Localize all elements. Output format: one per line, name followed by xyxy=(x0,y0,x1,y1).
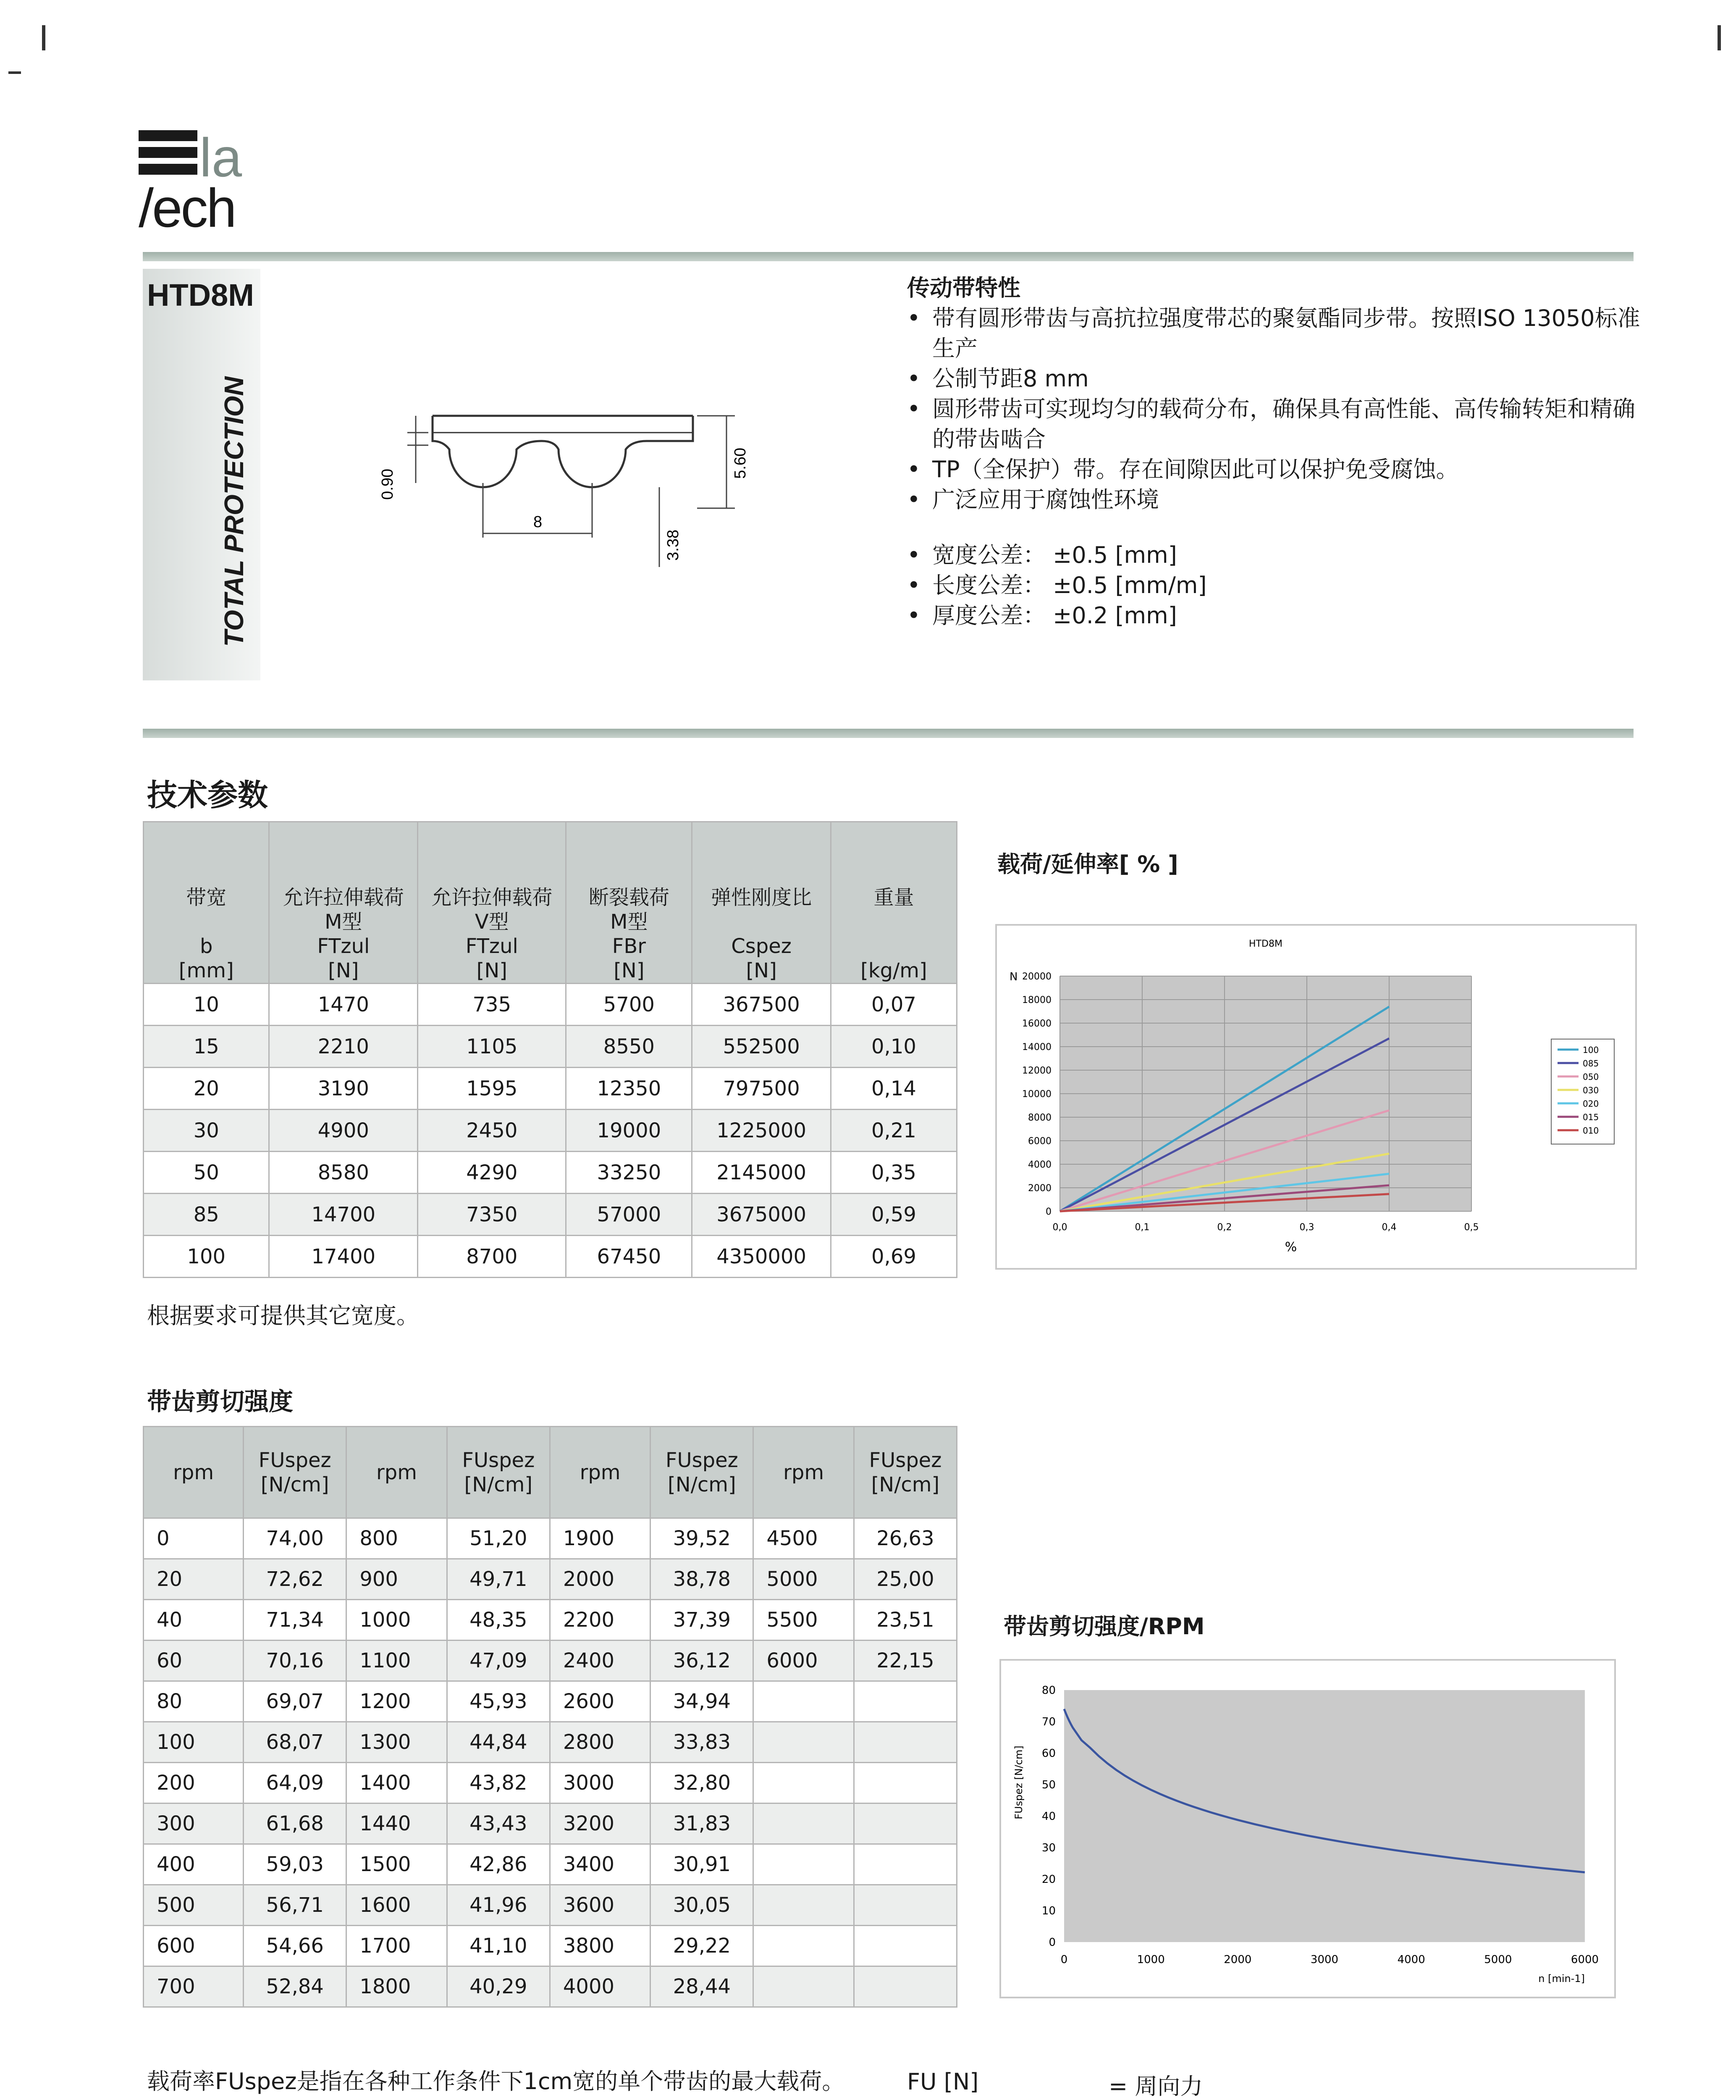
shear-cell: 1100 xyxy=(346,1641,447,1681)
shear-cell: 400 xyxy=(144,1844,244,1885)
tech-cell: 0,07 xyxy=(831,984,957,1026)
x-tick-label: 1000 xyxy=(1137,1953,1165,1966)
shear-cell: 56,71 xyxy=(244,1885,346,1926)
shear-rpm-header: rpm xyxy=(550,1427,650,1518)
x-tick-label: 0 xyxy=(1060,1953,1068,1966)
y-tick-label: 50 xyxy=(1041,1779,1056,1791)
tech-cell: 0,59 xyxy=(831,1194,957,1236)
tech-cell: 4900 xyxy=(269,1110,418,1152)
shear-cell: 74,00 xyxy=(244,1518,346,1559)
tech-row xyxy=(144,1110,957,1152)
tech-cell: 2450 xyxy=(418,1110,566,1152)
tech-cell: 12350 xyxy=(566,1068,692,1110)
shear-cell: 36,12 xyxy=(650,1641,753,1681)
tech-col-header: 断裂载荷 M型 FBr [N] xyxy=(566,822,692,984)
elongation-chart xyxy=(997,926,1635,1268)
legend-entry: 015 xyxy=(1583,1112,1599,1122)
shear-row xyxy=(144,1803,957,1844)
shear-force-header: FUspez [N/cm] xyxy=(447,1427,550,1518)
shear-cell xyxy=(753,1763,854,1803)
tech-cell: 7350 xyxy=(418,1194,566,1236)
tech-cell: 8700 xyxy=(418,1236,566,1278)
tech-cell: 367500 xyxy=(692,984,831,1026)
x-tick-label: 0,0 xyxy=(1052,1222,1067,1233)
shear-cell: 3400 xyxy=(550,1844,650,1885)
tolerance-item: • 厚度公差： ±0.2 [mm] xyxy=(907,601,1646,631)
tech-cell: 100 xyxy=(144,1236,269,1278)
def-key: FU [N] xyxy=(907,2068,979,2095)
dim-pitch: 8 xyxy=(533,513,543,531)
tech-cell: 8580 xyxy=(269,1152,418,1194)
y-tick-label: 18000 xyxy=(1022,995,1052,1005)
tech-col-header: 允许拉伸载荷 M型 FTzul [N] xyxy=(269,822,418,984)
tech-row xyxy=(144,1152,957,1194)
explain-p1: 载荷率FUspez是指在各种工作条件下1cm宽的单个带齿的最大载荷。 xyxy=(147,2068,845,2095)
shear-cell: 43,43 xyxy=(447,1803,550,1844)
shear-cell: 45,93 xyxy=(447,1681,550,1722)
y-tick-label: 60 xyxy=(1041,1747,1056,1760)
tolerance-item: • 长度公差： ±0.5 [mm/m] xyxy=(907,570,1646,601)
legend xyxy=(1551,1039,1614,1144)
shear-cell: 29,22 xyxy=(650,1926,753,1966)
y-tick-label: 0 xyxy=(1049,1936,1056,1949)
y-tick-label: 20000 xyxy=(1022,971,1052,982)
shear-cell: 2200 xyxy=(550,1600,650,1641)
chart1-caption: 载荷/延伸率[ % ] xyxy=(997,851,1178,877)
logo xyxy=(139,127,248,239)
tech-cell: 3190 xyxy=(269,1068,418,1110)
tech-col-header: 允许拉伸载荷 V型 FTzul [N] xyxy=(418,822,566,984)
shear-cell: 4500 xyxy=(753,1518,854,1559)
dim-total: 5.60 xyxy=(732,448,749,479)
tech-title: 技术参数 xyxy=(147,777,268,813)
shear-cell: 3200 xyxy=(550,1803,650,1844)
shear-cell xyxy=(854,1844,957,1885)
chart1-frame xyxy=(995,924,1637,1270)
shear-cell: 80 xyxy=(144,1681,244,1722)
tech-cell: 1105 xyxy=(418,1026,566,1068)
shear-cell xyxy=(753,1844,854,1885)
feature-item: • 广泛应用于腐蚀性环境 xyxy=(907,485,1646,515)
shear-row xyxy=(144,1763,957,1803)
shear-cell: 51,20 xyxy=(447,1518,550,1559)
feature-item: • 公制节距8 mm xyxy=(907,364,1646,394)
shear-cell: 1600 xyxy=(346,1885,447,1926)
tech-row xyxy=(144,984,957,1026)
shear-cell: 1800 xyxy=(346,1966,447,2007)
shear-row xyxy=(144,1722,957,1763)
tech-cell: 15 xyxy=(144,1026,269,1068)
feature-heading: 传动带特性 xyxy=(907,275,1020,301)
shear-cell xyxy=(854,1763,957,1803)
y-tick-label: 0 xyxy=(1046,1207,1052,1217)
x-axis-label: % xyxy=(1285,1240,1297,1255)
shear-cell: 1000 xyxy=(346,1600,447,1641)
header-rule xyxy=(143,252,1634,261)
plot-area xyxy=(1064,1690,1585,1942)
shear-cell: 70,16 xyxy=(244,1641,346,1681)
x-tick-label: 3000 xyxy=(1310,1953,1339,1966)
chart2-caption: 带齿剪切强度/RPM xyxy=(1004,1613,1205,1640)
tech-cell: 30 xyxy=(144,1110,269,1152)
dim-height: 0.90 xyxy=(379,469,396,500)
shear-cell: 1400 xyxy=(346,1763,447,1803)
y-tick-label: 40 xyxy=(1041,1810,1056,1823)
y-tick-label: 20 xyxy=(1041,1873,1056,1886)
shear-cell xyxy=(753,1885,854,1926)
shear-row xyxy=(144,1559,957,1600)
shear-row xyxy=(144,1681,957,1722)
shear-row xyxy=(144,1926,957,1966)
shear-cell: 31,83 xyxy=(650,1803,753,1844)
shear-cell: 5500 xyxy=(753,1600,854,1641)
shear-force-header: FUspez [N/cm] xyxy=(244,1427,346,1518)
shear-row xyxy=(144,1844,957,1885)
tech-note: 根据要求可提供其它宽度。 xyxy=(147,1302,419,1329)
shear-cell: 5000 xyxy=(753,1559,854,1600)
tech-cell: 2210 xyxy=(269,1026,418,1068)
shear-force-header: FUspez [N/cm] xyxy=(854,1427,957,1518)
shear-rpm-header: rpm xyxy=(753,1427,854,1518)
shear-cell: 4000 xyxy=(550,1966,650,2007)
shear-cell: 47,09 xyxy=(447,1641,550,1681)
y-tick-label: 16000 xyxy=(1022,1018,1052,1029)
shear-cell: 2600 xyxy=(550,1681,650,1722)
shear-row xyxy=(144,1600,957,1641)
shear-cell: 1300 xyxy=(346,1722,447,1763)
tech-cell: 2145000 xyxy=(692,1152,831,1194)
shear-cell: 600 xyxy=(144,1926,244,1966)
y-tick-label: 6000 xyxy=(1028,1136,1052,1147)
x-tick-label: 4000 xyxy=(1397,1953,1425,1966)
shear-cell: 2000 xyxy=(550,1559,650,1600)
shear-cell xyxy=(753,1681,854,1722)
shear-cell: 6000 xyxy=(753,1641,854,1681)
shear-table xyxy=(143,1426,957,2008)
tech-cell: 50 xyxy=(144,1152,269,1194)
x-tick-label: 0,2 xyxy=(1217,1222,1232,1233)
shear-title: 带齿剪切强度 xyxy=(147,1387,294,1416)
x-tick-label: 0,3 xyxy=(1299,1222,1314,1233)
y-tick-label: 2000 xyxy=(1028,1183,1052,1194)
y-tick-label: 12000 xyxy=(1022,1066,1052,1076)
shear-cell xyxy=(854,1885,957,1926)
shear-cell: 25,00 xyxy=(854,1559,957,1600)
shear-cell: 64,09 xyxy=(244,1763,346,1803)
tech-row xyxy=(144,1194,957,1236)
shear-rpm-chart xyxy=(1001,1661,1614,1997)
shear-cell: 39,52 xyxy=(650,1518,753,1559)
shear-cell: 800 xyxy=(346,1518,447,1559)
shear-cell: 2400 xyxy=(550,1641,650,1681)
legend-entry: 010 xyxy=(1583,1126,1599,1136)
chart-title: HTD8M xyxy=(1249,939,1282,949)
shear-cell: 23,51 xyxy=(854,1600,957,1641)
y-axis-label: FUspez [N/cm] xyxy=(1013,1746,1025,1819)
tech-cell: 1470 xyxy=(269,984,418,1026)
shear-cell: 28,44 xyxy=(650,1966,753,2007)
model-title: HTD8M xyxy=(147,278,254,312)
y-tick-label: 14000 xyxy=(1022,1042,1052,1053)
shear-cell: 32,80 xyxy=(650,1763,753,1803)
x-tick-label: 2000 xyxy=(1224,1953,1252,1966)
x-tick-label: 0,4 xyxy=(1382,1222,1397,1233)
shear-cell: 49,71 xyxy=(447,1559,550,1600)
shear-force-header: FUspez [N/cm] xyxy=(650,1427,753,1518)
tech-cell: 3675000 xyxy=(692,1194,831,1236)
shear-cell: 1500 xyxy=(346,1844,447,1885)
tech-cell: 10 xyxy=(144,984,269,1026)
shear-cell xyxy=(854,1803,957,1844)
crop-mark xyxy=(8,71,21,74)
y-tick-label: 70 xyxy=(1041,1716,1056,1728)
tech-cell: 57000 xyxy=(566,1194,692,1236)
shear-cell: 3000 xyxy=(550,1763,650,1803)
tech-row xyxy=(144,1026,957,1068)
tech-cell: 20 xyxy=(144,1068,269,1110)
shear-row xyxy=(144,1518,957,1559)
tech-cell: 0,10 xyxy=(831,1026,957,1068)
y-tick-label: 10000 xyxy=(1022,1089,1052,1100)
tech-col-header: 重量 [kg/m] xyxy=(831,822,957,984)
shear-cell xyxy=(753,1926,854,1966)
shear-cell: 59,03 xyxy=(244,1844,346,1885)
tech-cell: 0,35 xyxy=(831,1152,957,1194)
shear-cell: 200 xyxy=(144,1763,244,1803)
shear-rpm-header: rpm xyxy=(346,1427,447,1518)
tech-cell: 4290 xyxy=(418,1152,566,1194)
tech-cell: 0,69 xyxy=(831,1236,957,1278)
shear-cell: 1700 xyxy=(346,1926,447,1966)
dim-tooth: 3.38 xyxy=(664,530,682,561)
shear-cell: 34,94 xyxy=(650,1681,753,1722)
crop-mark xyxy=(1718,25,1721,50)
shear-cell: 20 xyxy=(144,1559,244,1600)
shear-cell xyxy=(854,1926,957,1966)
shear-cell: 1440 xyxy=(346,1803,447,1844)
tech-table xyxy=(143,821,957,1278)
shear-cell: 30,05 xyxy=(650,1885,753,1926)
tech-cell: 1595 xyxy=(418,1068,566,1110)
shear-cell: 3600 xyxy=(550,1885,650,1926)
shear-cell: 500 xyxy=(144,1885,244,1926)
tech-row xyxy=(144,1236,957,1278)
shear-cell: 68,07 xyxy=(244,1722,346,1763)
x-tick-label: 0,5 xyxy=(1464,1222,1479,1233)
shear-cell: 40,29 xyxy=(447,1966,550,2007)
shear-row xyxy=(144,1885,957,1926)
shear-cell: 100 xyxy=(144,1722,244,1763)
shear-cell: 41,96 xyxy=(447,1885,550,1926)
legend-entry: 050 xyxy=(1583,1072,1599,1082)
tech-col-header: 带宽 b [mm] xyxy=(144,822,269,984)
tech-cell: 5700 xyxy=(566,984,692,1026)
tech-cell: 552500 xyxy=(692,1026,831,1068)
y-tick-label: 10 xyxy=(1041,1905,1056,1917)
feature-item: • TP（全保护）带。存在间隙因此可以保护免受腐蚀。 xyxy=(907,454,1646,485)
shear-cell: 30,91 xyxy=(650,1844,753,1885)
feature-item: • 圆形带齿可实现均匀的载荷分布，确保具有高性能、高传输转矩和精确的带齿啮合 xyxy=(907,394,1646,454)
shear-cell: 42,86 xyxy=(447,1844,550,1885)
belt-profile-drawing xyxy=(370,399,781,575)
tech-cell: 735 xyxy=(418,984,566,1026)
shear-cell xyxy=(753,1966,854,2007)
crop-mark xyxy=(42,25,45,50)
legend-entry: 030 xyxy=(1583,1085,1599,1095)
tech-cell: 85 xyxy=(144,1194,269,1236)
feature-item: • 带有圆形带齿与高抗拉强度带芯的聚氨酯同步带。按照ISO 13050标准生产 xyxy=(907,303,1646,364)
shear-cell: 54,66 xyxy=(244,1926,346,1966)
legend-entry: 020 xyxy=(1583,1099,1599,1109)
tech-cell: 33250 xyxy=(566,1152,692,1194)
legend-entry: 100 xyxy=(1583,1045,1599,1055)
y-tick-label: 8000 xyxy=(1028,1113,1052,1123)
x-tick-label: 0,1 xyxy=(1135,1222,1150,1233)
shear-cell: 43,82 xyxy=(447,1763,550,1803)
tech-cell: 1225000 xyxy=(692,1110,831,1152)
tech-cell: 8550 xyxy=(566,1026,692,1068)
shear-cell xyxy=(854,1681,957,1722)
shear-cell: 69,07 xyxy=(244,1681,346,1722)
shear-cell: 0 xyxy=(144,1518,244,1559)
shear-cell xyxy=(854,1722,957,1763)
shear-cell: 72,62 xyxy=(244,1559,346,1600)
shear-cell: 40 xyxy=(144,1600,244,1641)
section-rule xyxy=(143,729,1634,738)
x-axis-label: n [min-1] xyxy=(1538,1973,1585,1984)
y-axis-label: N xyxy=(1010,971,1018,983)
tech-cell: 4350000 xyxy=(692,1236,831,1278)
shear-cell xyxy=(753,1803,854,1844)
shear-row xyxy=(144,1966,957,2007)
shear-cell: 48,35 xyxy=(447,1600,550,1641)
feature-list xyxy=(907,273,1646,631)
shear-rpm-header: rpm xyxy=(144,1427,244,1518)
tech-row xyxy=(144,1068,957,1110)
y-tick-label: 4000 xyxy=(1028,1160,1052,1170)
def-value: = 周向力 xyxy=(1109,2073,1203,2100)
shear-cell: 1200 xyxy=(346,1681,447,1722)
tech-cell: 0,14 xyxy=(831,1068,957,1110)
shear-cell: 71,34 xyxy=(244,1600,346,1641)
tolerance-item: • 宽度公差： ±0.5 [mm] xyxy=(907,540,1646,570)
shear-cell: 38,78 xyxy=(650,1559,753,1600)
shear-cell xyxy=(854,1966,957,2007)
shear-cell: 1900 xyxy=(550,1518,650,1559)
logo-tech: /ech xyxy=(139,177,235,239)
shear-cell: 44,84 xyxy=(447,1722,550,1763)
tech-cell: 797500 xyxy=(692,1068,831,1110)
y-tick-label: 80 xyxy=(1041,1684,1056,1697)
shear-cell: 52,84 xyxy=(244,1966,346,2007)
vertical-label: TOTAL PROTECTION xyxy=(219,376,249,647)
tech-cell: 14700 xyxy=(269,1194,418,1236)
tech-cell: 19000 xyxy=(566,1110,692,1152)
shear-cell: 2800 xyxy=(550,1722,650,1763)
shear-cell: 300 xyxy=(144,1803,244,1844)
shear-cell: 41,10 xyxy=(447,1926,550,1966)
shear-cell: 900 xyxy=(346,1559,447,1600)
shear-cell: 26,63 xyxy=(854,1518,957,1559)
shear-cell xyxy=(753,1722,854,1763)
shear-cell: 60 xyxy=(144,1641,244,1681)
chart2-frame xyxy=(999,1659,1616,1998)
tech-cell: 67450 xyxy=(566,1236,692,1278)
shear-cell: 700 xyxy=(144,1966,244,2007)
shear-row xyxy=(144,1641,957,1681)
tech-col-header: 弹性刚度比 Cspez [N] xyxy=(692,822,831,984)
shear-cell: 37,39 xyxy=(650,1600,753,1641)
shear-cell: 3800 xyxy=(550,1926,650,1966)
legend-entry: 085 xyxy=(1583,1058,1599,1068)
x-tick-label: 6000 xyxy=(1571,1953,1599,1966)
tech-cell: 17400 xyxy=(269,1236,418,1278)
x-tick-label: 5000 xyxy=(1484,1953,1512,1966)
shear-cell: 61,68 xyxy=(244,1803,346,1844)
logo-la: la xyxy=(199,127,242,188)
tech-cell: 0,21 xyxy=(831,1110,957,1152)
shear-cell: 33,83 xyxy=(650,1722,753,1763)
shear-cell: 22,15 xyxy=(854,1641,957,1681)
y-tick-label: 30 xyxy=(1041,1842,1056,1854)
